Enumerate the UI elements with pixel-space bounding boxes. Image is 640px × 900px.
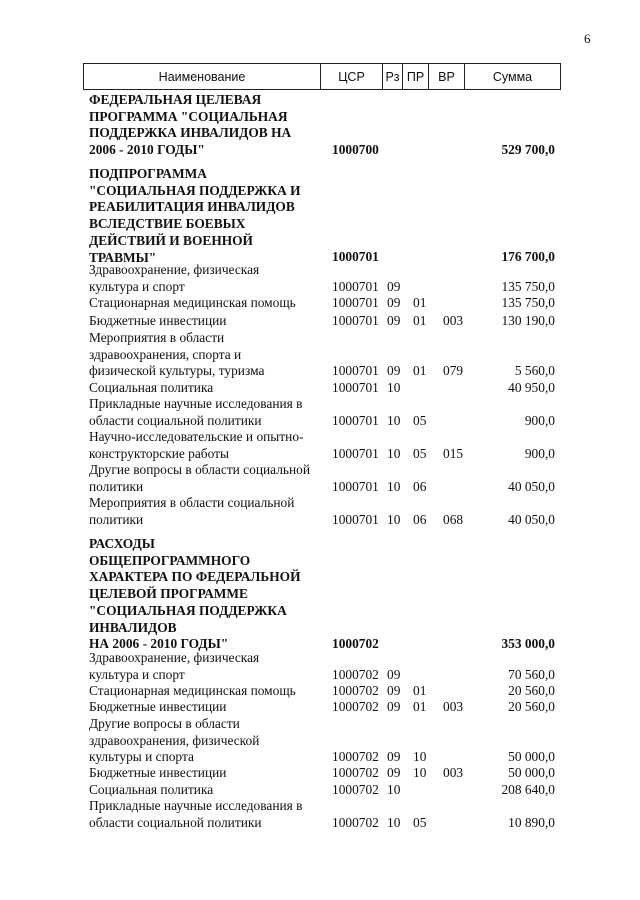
row-name-line: культуры и спорта <box>89 749 194 765</box>
row-pr: 01 <box>413 312 427 328</box>
row-pr: 05 <box>413 412 427 428</box>
row-csr: 1000702 <box>332 764 379 780</box>
row-sum: 900,0 <box>524 445 555 461</box>
row-name-line: ПРОГРАММА "СОЦИАЛЬНАЯ <box>89 108 288 124</box>
row-csr: 1000701 <box>332 511 379 527</box>
row-rz: 09 <box>387 764 401 780</box>
row-name-line: области социальной политики <box>89 814 262 830</box>
row-rz: 10 <box>387 379 401 395</box>
header-name: Наименование <box>84 64 321 89</box>
row-sum: 208 640,0 <box>501 781 555 797</box>
row-name <box>89 495 326 528</box>
row-name <box>89 429 326 462</box>
row-name-line: культура и спорт <box>89 666 185 682</box>
table-header <box>83 63 561 90</box>
row-pr: 01 <box>413 682 427 698</box>
row-sum: 353 000,0 <box>501 636 555 652</box>
row-name-line: ВСЛЕДСТВИЕ БОЕВЫХ <box>89 216 246 232</box>
row-name-line: здравоохранения, спорта и <box>89 346 242 362</box>
row-sum: 900,0 <box>524 412 555 428</box>
row-name-line: Другие вопросы в области социальной <box>89 462 311 477</box>
row-vr: 079 <box>443 363 464 379</box>
row-sum: 135 750,0 <box>501 278 555 294</box>
row-rz: 09 <box>387 363 401 379</box>
row-rz: 10 <box>387 781 401 797</box>
row-name-line: Бюджетные инвестиции <box>89 313 227 328</box>
table-row <box>0 92 640 159</box>
row-pr: 01 <box>413 698 427 714</box>
row-name <box>89 716 326 766</box>
row-rz: 09 <box>387 682 401 698</box>
table-row <box>0 380 640 397</box>
row-pr: 01 <box>413 363 427 379</box>
row-name <box>89 380 326 397</box>
table-row <box>0 765 640 782</box>
row-rz: 09 <box>387 294 401 310</box>
header-csr: ЦСР <box>321 64 383 89</box>
row-name <box>89 798 326 831</box>
row-sum: 70 560,0 <box>508 666 555 682</box>
row-name <box>89 92 326 159</box>
table-row <box>0 396 640 429</box>
row-name-line: конструкторские работы <box>89 445 229 461</box>
row-name-line: ПОДПРОГРАММА <box>89 166 207 181</box>
row-name-line: Прикладные научные исследования в <box>89 798 303 813</box>
row-sum: 135 750,0 <box>501 294 555 310</box>
row-name-line: Бюджетные инвестиции <box>89 699 227 714</box>
row-name-line: ТРАВМЫ" <box>89 249 157 265</box>
row-name-line: политики <box>89 511 144 527</box>
row-name <box>89 650 326 683</box>
row-csr: 1000702 <box>332 666 379 682</box>
row-name-line: Стационарная медицинская помощь <box>89 295 296 310</box>
row-csr: 1000701 <box>332 412 379 428</box>
row-name <box>89 166 326 266</box>
row-name-line: Здравоохранение, физическая <box>89 650 260 665</box>
row-csr: 1000701 <box>332 312 379 328</box>
page-number: 6 <box>584 31 591 46</box>
row-csr: 1000700 <box>332 142 379 158</box>
row-sum: 40 050,0 <box>508 478 555 494</box>
row-name-line: РЕАБИЛИТАЦИЯ ИНВАЛИДОВ <box>89 199 295 215</box>
table-row <box>0 683 640 700</box>
row-name <box>89 295 326 312</box>
row-csr: 1000701 <box>332 363 379 379</box>
row-name-line: "СОЦИАЛЬНАЯ ПОДДЕРЖКА <box>89 602 287 618</box>
row-name-line: ОБЩЕПРОГРАММНОГО <box>89 552 251 568</box>
row-csr: 1000701 <box>332 379 379 395</box>
table-row <box>0 536 640 653</box>
row-csr: 1000701 <box>332 249 379 265</box>
row-name-line: культура и спорт <box>89 278 185 294</box>
row-csr: 1000702 <box>332 636 379 652</box>
row-csr: 1000702 <box>332 814 379 830</box>
header-pr: ПР <box>403 64 429 89</box>
row-name <box>89 683 326 700</box>
row-sum: 40 950,0 <box>508 379 555 395</box>
row-name-line: Социальная политика <box>89 782 214 797</box>
row-name-line: Мероприятия в области социальной <box>89 495 295 510</box>
row-pr: 10 <box>413 764 427 780</box>
row-rz: 10 <box>387 445 401 461</box>
row-name <box>89 330 326 380</box>
row-name-line: ЦЕЛЕВОЙ ПРОГРАММЕ <box>89 586 248 602</box>
row-rz: 10 <box>387 511 401 527</box>
table-row <box>0 262 640 295</box>
row-rz: 09 <box>387 698 401 714</box>
row-sum: 529 700,0 <box>501 142 555 158</box>
row-name-line: здравоохранения, физической <box>89 732 260 748</box>
row-sum: 50 000,0 <box>508 764 555 780</box>
header-rz: Рз <box>383 64 403 89</box>
row-rz: 09 <box>387 666 401 682</box>
row-rz: 09 <box>387 278 401 294</box>
row-name-line: Научно-исследовательские и опытно- <box>89 429 304 444</box>
row-name-line: ПОДДЕРЖКА ИНВАЛИДОВ НА <box>89 125 292 141</box>
row-csr: 1000701 <box>332 478 379 494</box>
row-name-line: Другие вопросы в области <box>89 716 240 731</box>
row-name <box>89 536 326 653</box>
row-pr: 06 <box>413 511 427 527</box>
row-pr: 05 <box>413 445 427 461</box>
row-sum: 20 560,0 <box>508 682 555 698</box>
row-name <box>89 262 326 295</box>
row-pr: 06 <box>413 478 427 494</box>
row-sum: 176 700,0 <box>501 249 555 265</box>
table-row <box>0 330 640 380</box>
table-row <box>0 699 640 716</box>
row-vr: 068 <box>443 511 464 527</box>
row-sum: 5 560,0 <box>514 363 555 379</box>
row-name-line: НА 2006 - 2010 ГОДЫ" <box>89 636 229 652</box>
row-name <box>89 313 326 330</box>
row-sum: 40 050,0 <box>508 511 555 527</box>
row-name-line: ХАРАКТЕРА ПО ФЕДЕРАЛЬНОЙ <box>89 569 301 585</box>
row-rz: 09 <box>387 749 401 765</box>
row-pr: 05 <box>413 814 427 830</box>
row-name <box>89 765 326 782</box>
row-sum: 50 000,0 <box>508 749 555 765</box>
row-name <box>89 396 326 429</box>
row-sum: 20 560,0 <box>508 698 555 714</box>
row-name <box>89 462 326 495</box>
table-row <box>0 782 640 799</box>
row-rz: 10 <box>387 412 401 428</box>
row-vr: 015 <box>443 445 464 461</box>
row-name-line: 2006 - 2010 ГОДЫ" <box>89 142 205 158</box>
table-row <box>0 313 640 330</box>
row-pr: 10 <box>413 749 427 765</box>
row-csr: 1000701 <box>332 445 379 461</box>
row-name-line: РАСХОДЫ <box>89 536 155 551</box>
row-vr: 003 <box>443 698 464 714</box>
row-csr: 1000702 <box>332 781 379 797</box>
table-row <box>0 650 640 683</box>
row-name-line: Здравоохранение, физическая <box>89 262 260 277</box>
row-name-line: физической культуры, туризма <box>89 363 265 379</box>
table-row <box>0 798 640 831</box>
table-row <box>0 166 640 266</box>
table-row <box>0 495 640 528</box>
row-name-line: ФЕДЕРАЛЬНАЯ ЦЕЛЕВАЯ <box>89 92 262 107</box>
row-name-line: Бюджетные инвестиции <box>89 765 227 780</box>
row-rz: 09 <box>387 312 401 328</box>
row-name-line: Стационарная медицинская помощь <box>89 683 296 698</box>
row-name <box>89 782 326 799</box>
row-csr: 1000702 <box>332 682 379 698</box>
row-name-line: Мероприятия в области <box>89 330 225 345</box>
row-name-line: ДЕЙСТВИЙ И ВОЕННОЙ <box>89 232 253 248</box>
row-pr: 01 <box>413 294 427 310</box>
row-rz: 10 <box>387 478 401 494</box>
row-csr: 1000701 <box>332 278 379 294</box>
row-csr: 1000702 <box>332 698 379 714</box>
row-sum: 130 190,0 <box>501 312 555 328</box>
row-vr: 003 <box>443 312 464 328</box>
row-sum: 10 890,0 <box>508 814 555 830</box>
header-vr: ВР <box>429 64 465 89</box>
row-name-line: Социальная политика <box>89 380 214 395</box>
row-rz: 10 <box>387 814 401 830</box>
header-sum: Сумма <box>492 69 533 84</box>
row-name <box>89 699 326 716</box>
row-vr: 003 <box>443 764 464 780</box>
table-row <box>0 462 640 495</box>
row-csr: 1000701 <box>332 294 379 310</box>
row-name-line: Прикладные научные исследования в <box>89 396 303 411</box>
row-name-line: "СОЦИАЛЬНАЯ ПОДДЕРЖКА И <box>89 182 301 198</box>
row-name-line: политики <box>89 478 144 494</box>
table-row <box>0 716 640 766</box>
table-row <box>0 295 640 312</box>
row-name-line: ИНВАЛИДОВ <box>89 619 177 635</box>
row-csr: 1000702 <box>332 749 379 765</box>
table-row <box>0 429 640 462</box>
row-name-line: области социальной политики <box>89 412 262 428</box>
